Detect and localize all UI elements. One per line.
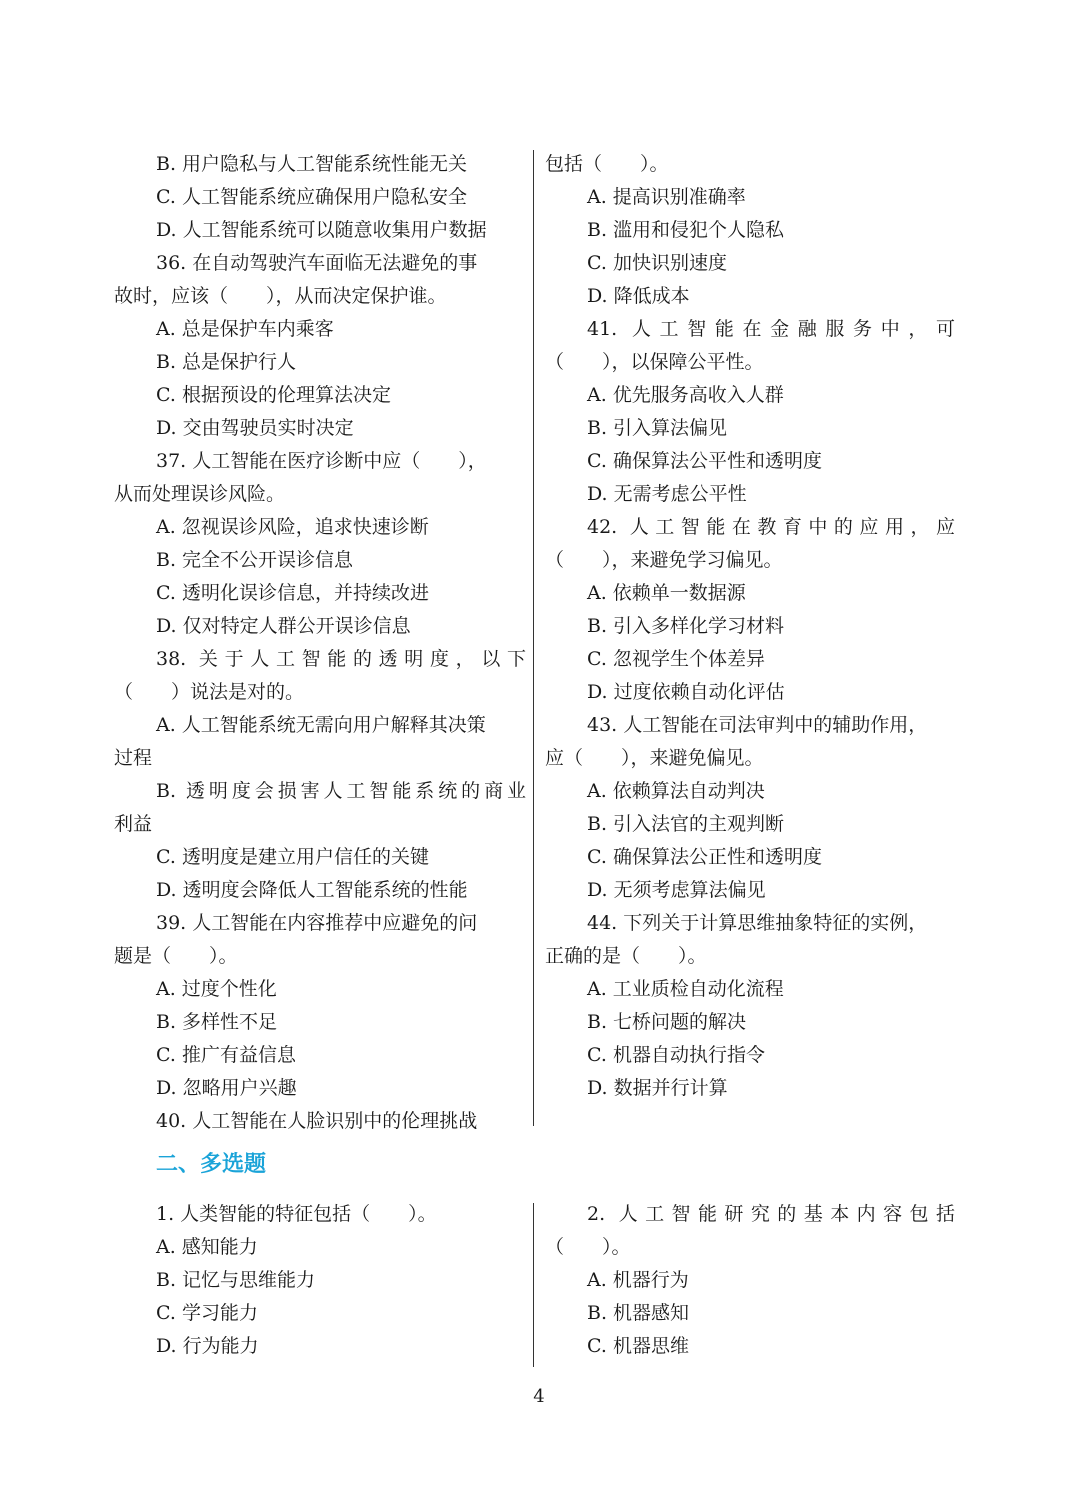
column-divider-top (533, 150, 534, 1126)
option-line: D. 行为能力 (156, 1335, 259, 1357)
question-line: 40. 人工智能在人脸识别中的伦理挑战 (156, 1110, 478, 1132)
continuation-line: 包括（ ）。 (545, 153, 669, 175)
option-line: B. 引入法官的主观判断 (587, 813, 785, 835)
section-heading: 二、多选题 (156, 1152, 267, 1177)
option-line: A. 依赖单一数据源 (587, 582, 746, 604)
option-line: D. 过度依赖自动化评估 (587, 681, 785, 703)
question-line: 44. 下列关于计算思维抽象特征的实例， (587, 912, 928, 934)
option-line: A. 忽视误诊风险，追求快速诊断 (156, 516, 429, 538)
option-line: B. 透明度会损害人工智能系统的商业 (156, 780, 526, 802)
option-line: C. 加快识别速度 (587, 252, 727, 274)
right-column-bottom (545, 1198, 955, 1363)
option-line: C. 人工智能系统应确保用户隐私安全 (156, 186, 467, 208)
option-line: C. 学习能力 (156, 1302, 258, 1324)
option-line: C. 根据预设的伦理算法决定 (156, 384, 391, 406)
option-line: D. 数据并行计算 (587, 1077, 728, 1099)
continuation-line: 故时，应该（ ），从而决定保护谁。 (114, 285, 447, 307)
option-line: B. 多样性不足 (156, 1011, 278, 1033)
option-line: D. 无需考虑公平性 (587, 483, 747, 505)
option-line: D. 降低成本 (587, 285, 690, 307)
option-line: B. 滥用和侵犯个人隐私 (587, 219, 785, 241)
continuation-line: （ ），来避免学习偏见。 (545, 549, 783, 571)
question-line: 42. 人工智能在教育中的应用，应 (587, 516, 955, 538)
question-line: 41. 人工智能在金融服务中，可 (587, 318, 955, 340)
continuation-line: 利益 (114, 813, 153, 835)
question-line: 37. 人工智能在医疗诊断中应（ ）， (156, 450, 487, 472)
option-line: B. 引入算法偏见 (587, 417, 728, 439)
option-line: C. 确保算法公正性和透明度 (587, 846, 822, 868)
question-line: 38. 关于人工智能的透明度，以下 (156, 648, 526, 670)
option-line: A. 过度个性化 (156, 978, 277, 1000)
option-line: C. 透明化误诊信息，并持续改进 (156, 582, 429, 604)
option-line: C. 推广有益信息 (156, 1044, 296, 1066)
question-line: 2. 人工智能研究的基本内容包括 (587, 1203, 955, 1225)
continuation-line: 过程 (114, 747, 153, 769)
option-line: D. 人工智能系统可以随意收集用户数据 (156, 219, 487, 241)
option-line: A. 优先服务高收入人群 (587, 384, 784, 406)
continuation-line: 应（ ），来避免偏见。 (545, 747, 764, 769)
option-line: B. 引入多样化学习材料 (587, 615, 785, 637)
option-line: C. 确保算法公平性和透明度 (587, 450, 822, 472)
right-column-top (545, 148, 955, 1105)
question-line: 43. 人工智能在司法审判中的辅助作用， (587, 714, 928, 736)
question-line: 39. 人工智能在内容推荐中应避免的问 (156, 912, 478, 934)
continuation-line: 题是（ ）。 (114, 945, 238, 967)
question-line: 36. 在自动驾驶汽车面临无法避免的事 (156, 252, 478, 274)
option-line: C. 机器思维 (587, 1335, 689, 1357)
option-line: B. 机器感知 (587, 1302, 690, 1324)
option-line: A. 依赖算法自动判决 (587, 780, 765, 802)
left-column-top (114, 148, 526, 1138)
continuation-line: （ ），以保障公平性。 (545, 351, 764, 373)
option-line: B. 记忆与思维能力 (156, 1269, 316, 1291)
option-line: C. 透明度是建立用户信任的关键 (156, 846, 429, 868)
page-number: 4 (533, 1386, 545, 1407)
option-line: D. 忽略用户兴趣 (156, 1077, 297, 1099)
question-line: 1. 人类智能的特征包括（ ）。 (156, 1203, 437, 1225)
option-line: C. 机器自动执行指令 (587, 1044, 765, 1066)
option-line: A. 总是保护车内乘客 (156, 318, 334, 340)
continuation-line: 正确的是（ ）。 (545, 945, 707, 967)
option-line: A. 提高识别准确率 (587, 186, 746, 208)
option-line: A. 工业质检自动化流程 (587, 978, 784, 1000)
option-line: D. 交由驾驶员实时决定 (156, 417, 354, 439)
option-line: C. 忽视学生个体差异 (587, 648, 765, 670)
option-line: D. 无须考虑算法偏见 (587, 879, 766, 901)
option-line: A. 感知能力 (156, 1236, 258, 1258)
option-line: B. 总是保护行人 (156, 351, 297, 373)
left-column-bottom (114, 1198, 526, 1363)
continuation-line: 从而处理误诊风险。 (114, 483, 286, 505)
option-line: D. 透明度会降低人工智能系统的性能 (156, 879, 468, 901)
option-line: A. 机器行为 (587, 1269, 689, 1291)
option-line: B. 七桥问题的解决 (587, 1011, 747, 1033)
column-divider-bottom (533, 1203, 534, 1367)
option-line: B. 完全不公开误诊信息 (156, 549, 354, 571)
option-line: B. 用户隐私与人工智能系统性能无关 (156, 153, 468, 175)
option-line: D. 仅对特定人群公开误诊信息 (156, 615, 411, 637)
continuation-line: （ ）。 (545, 1236, 631, 1258)
continuation-line: （ ）说法是对的。 (114, 681, 305, 703)
option-line: A. 人工智能系统无需向用户解释其决策 (156, 714, 486, 736)
